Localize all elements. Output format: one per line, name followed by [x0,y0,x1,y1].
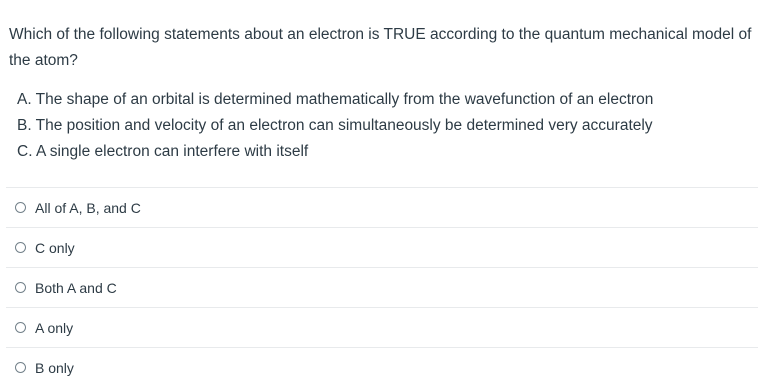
answer-label: All of A, B, and C [35,199,141,216]
radio-button[interactable] [15,322,26,333]
answer-label: A only [35,319,74,336]
radio-button[interactable] [15,242,26,253]
answer-label: C only [35,239,75,256]
answer-option-both-a-and-c[interactable] [6,267,758,307]
radio-button[interactable] [15,282,26,293]
radio-button[interactable] [15,362,26,373]
statement-b: B. The position and velocity of an electron can simultaneously be determined very accurately [17,117,653,134]
question-text: Which of the following statements about an electron is TRUE according to the quantum mechanical model of the atom? [9,26,752,69]
answer-label: B only [35,359,74,376]
answer-option-a-only[interactable] [6,307,758,347]
answer-option-all-of-abc[interactable] [6,187,758,227]
answer-label: Both A and C [35,279,117,296]
answer-option-b-only[interactable] [6,347,758,387]
answer-option-c-only[interactable] [6,227,758,267]
answer-options [6,187,758,387]
radio-button[interactable] [15,202,26,213]
statement-a: A. The shape of an orbital is determined mathematically from the wavefunction of an electron [17,91,654,108]
statement-list [17,87,757,165]
statement-c: C. A single electron can interfere with itself [17,143,309,160]
